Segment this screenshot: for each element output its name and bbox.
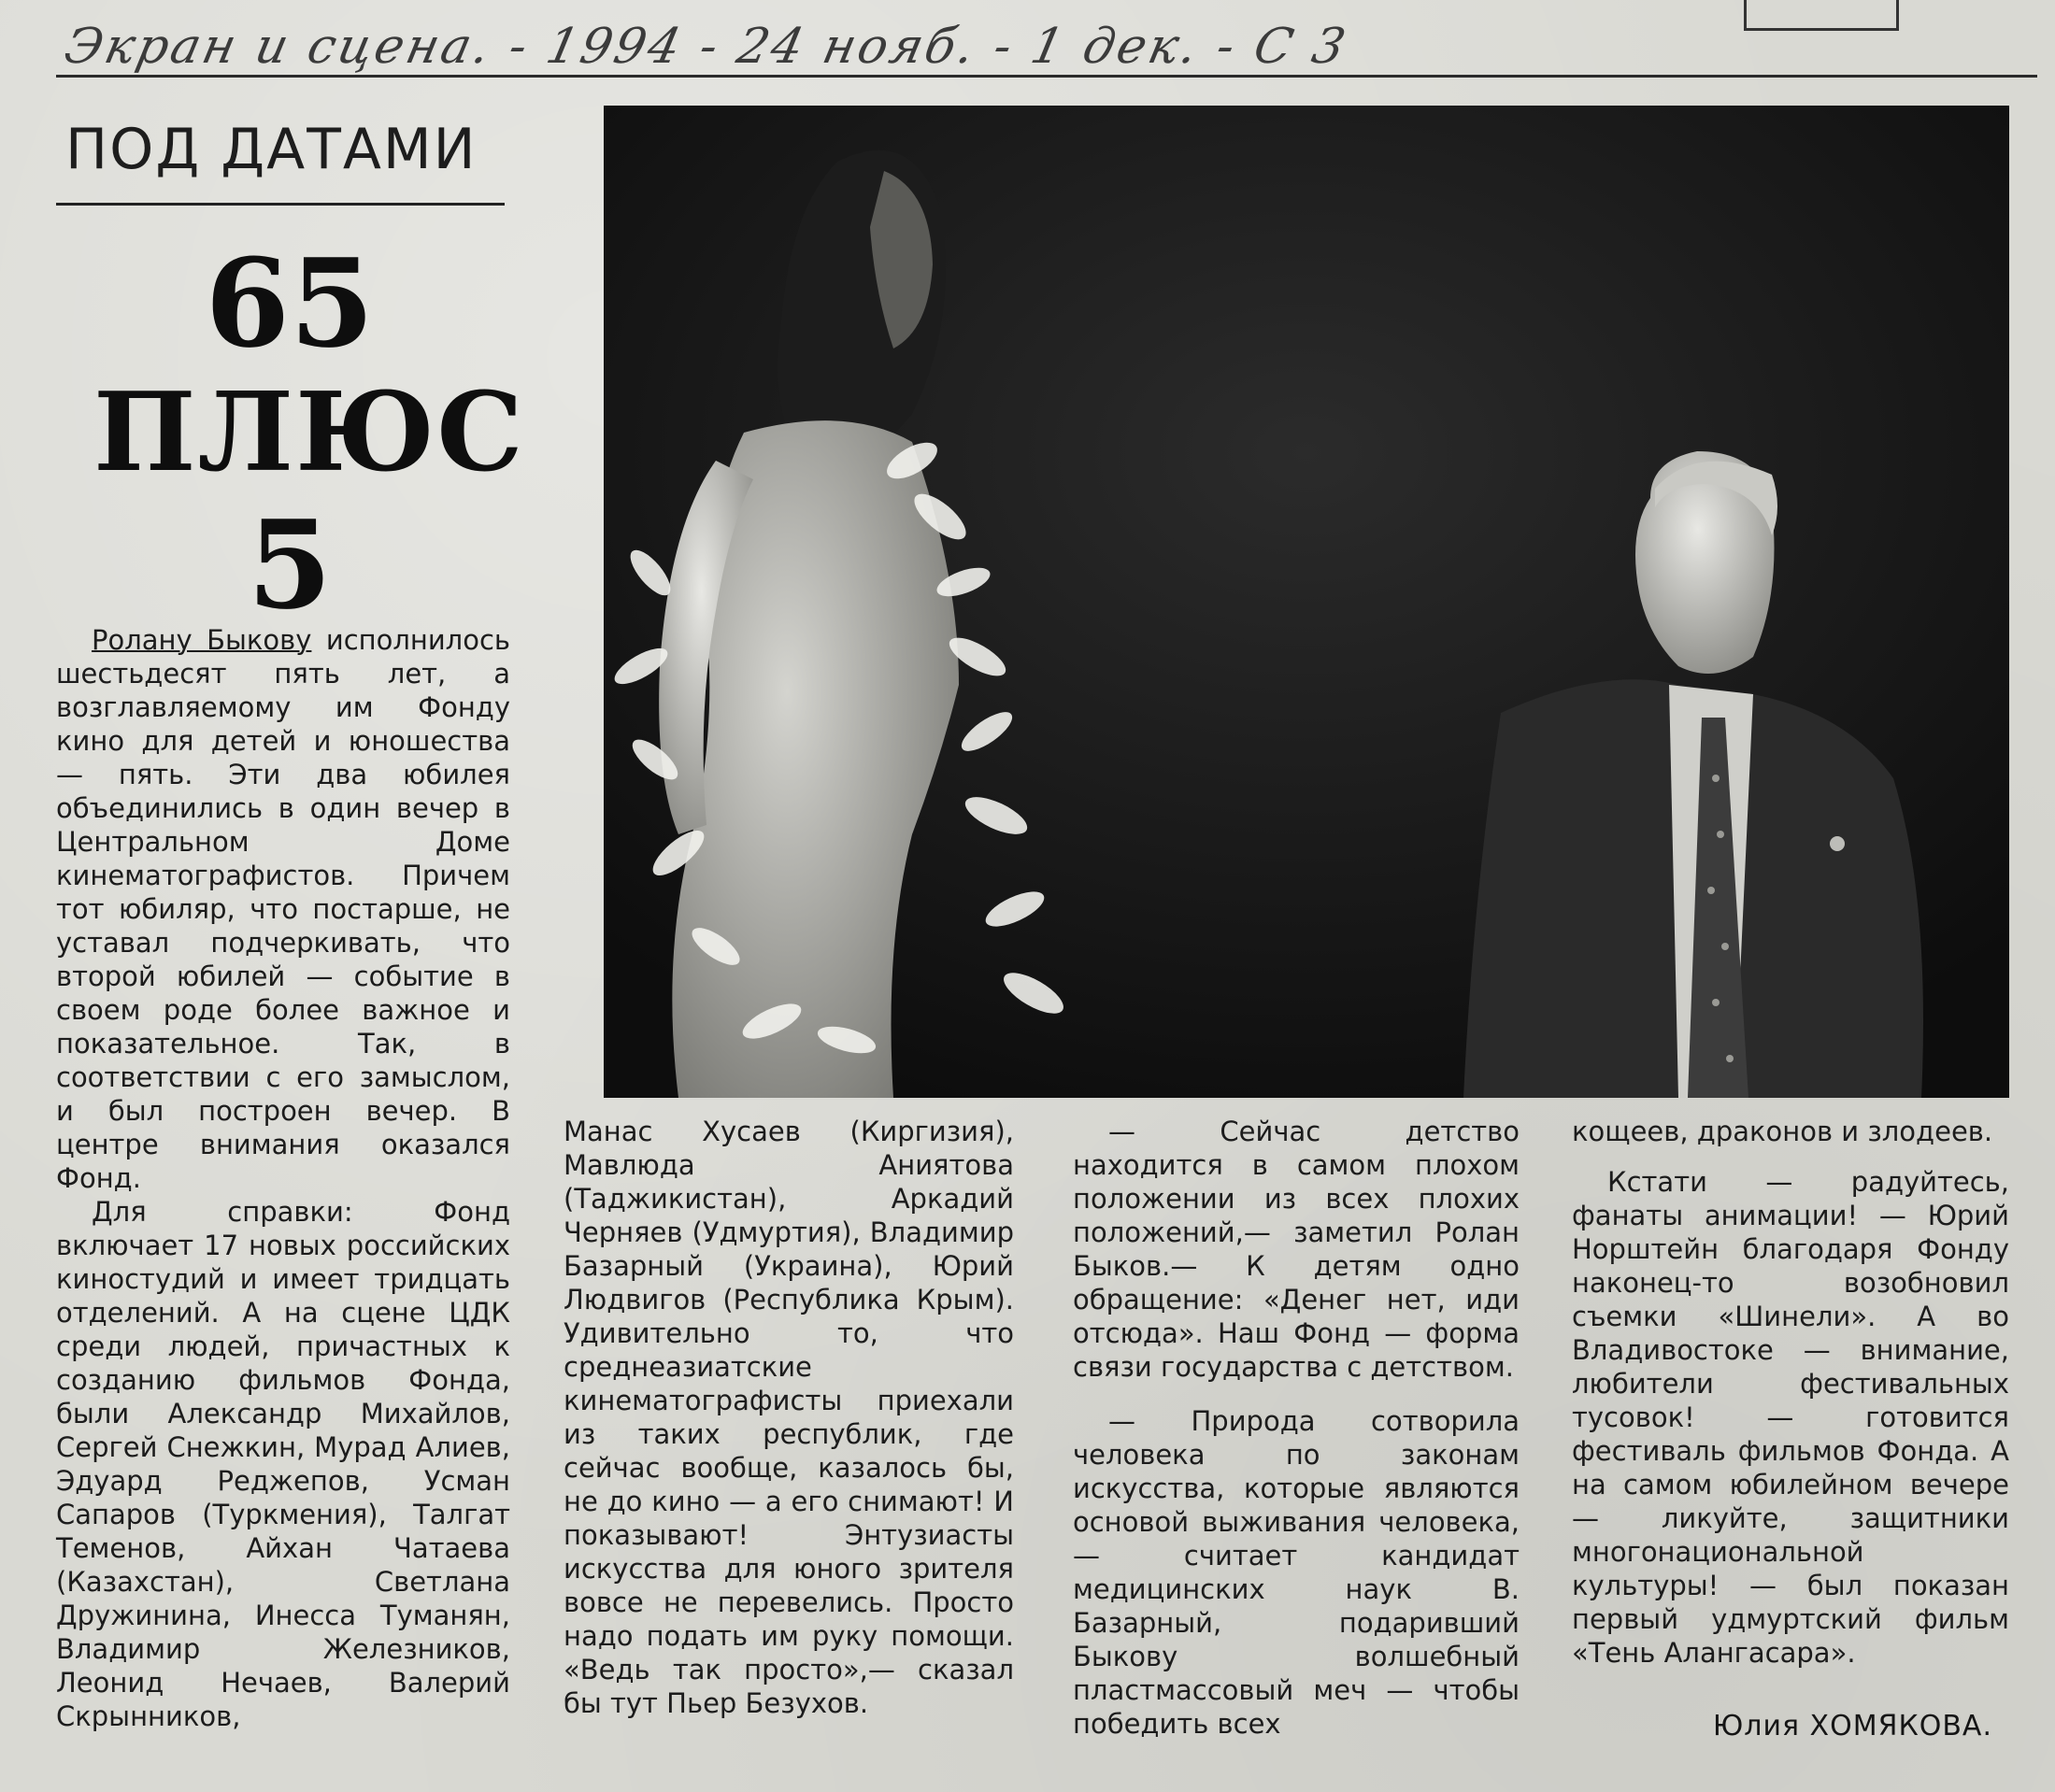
photo-illustration	[604, 106, 2009, 1098]
article-column-2	[564, 1115, 1014, 1720]
paragraph: Манас Хусаев (Киргизия), Мавлюда Аниятова (Таджикистан), Аркадий Черняев (Удмуртия), Владимир Базарный (Украина), Юрий Людвигов (Республика Крым). Удивительно то, что среднеазиатские кинематографисты приехали из таких республик, где сейчас вообще, казалось бы, не до кино — а его снимают! И показывают! Энтузиасты искусства для юного зрителя вовсе не перевелись. Просто надо подать им руку помощи. «Ведь так просто»,— сказал бы тут Пьер Безухов.	[564, 1116, 1014, 1719]
article-column-4	[1572, 1115, 2009, 1670]
headline-line-3: 5	[247, 493, 333, 636]
section-divider	[56, 203, 505, 206]
handwritten-source-note: Экран и сцена. - 1994 - 24 нояб. - 1 дек. - С 3	[59, 19, 1353, 75]
headline-line-2: ПЛЮС	[93, 369, 525, 496]
corner-mark	[1744, 0, 1899, 31]
lapel-pin	[1830, 836, 1845, 851]
author-signature: Юлия ХОМЯКОВА.	[1712, 1710, 1992, 1742]
article-column-3	[1073, 1115, 1520, 1741]
headline-line-1: 65	[205, 232, 375, 375]
handwritten-underline	[56, 75, 2037, 78]
paragraph: Для справки: Фонд включает 17 новых российских киностудий и имеет тридцать отделений. А на сцене ЦДК среди людей, причастных к созданию фильмов Фонда, были Александр Михайлов, Сергей Снежкин, Мурад Алиев, Эдуард Реджепов, Усман Сапаров (Туркмения), Талгат Теменов, Айхан Чатаева (Казахстан), Светлана Дружинина, Инесса Туманян, Владимир Железников, Леонид Нечаев, Валерий Скрынников,	[56, 1196, 510, 1732]
article-column-1	[56, 623, 510, 1733]
paragraph-text: исполнилось шестьдесят пять лет, а возглавляемому им Фонду кино для детей и юношества — пять. Эти два юбилея объединились в один вечер в Центральном Доме кинематографистов. Причем тот юбиляр, что постарше, не уставал подчеркивать, что второй юбилей — событие в своем роде более важное и показательное. Так, в соответствии с его замыслом, и был построен вечер. В центре внимания оказался Фонд.	[56, 624, 510, 1194]
paragraph: — Сейчас детство находится в самом плохом положении из всех плохих положений,— заметил Ролан Быков.— К детям одно обращение: «Денег нет, иди отсюда». Наш Фонд — форма связи государства с детством.	[1073, 1116, 1520, 1383]
paragraph: Кстати — радуйтесь, фанаты анимации! — Юрий Норштейн благодаря Фонду наконец-то возобновил съемки «Шинели». А во Владивостоке — внимание, любители фестивальных тусовок! — готовится фестиваль фильмов Фонда. А на самом юбилейном вечере — ликуйте, защитники многонациональной культуры! — был показан первый удмуртский фильм «Тень Алангасара».	[1572, 1166, 2009, 1669]
stage-photo	[604, 106, 2009, 1098]
paragraph	[56, 623, 510, 1195]
paragraph: кощеев, драконов и злодеев.	[1572, 1116, 1993, 1147]
lead-name: Ролану Быкову	[92, 624, 312, 656]
section-heading: ПОД ДАТАМИ	[65, 117, 478, 182]
paragraph: — Природа сотворила человека по законам искусства, которые являются основой выживания человека,— считает кандидат медицинских наук В. Базарный, подаривший Быкову волшебный пластмассовый меч — чтобы победить всех	[1073, 1405, 1520, 1740]
